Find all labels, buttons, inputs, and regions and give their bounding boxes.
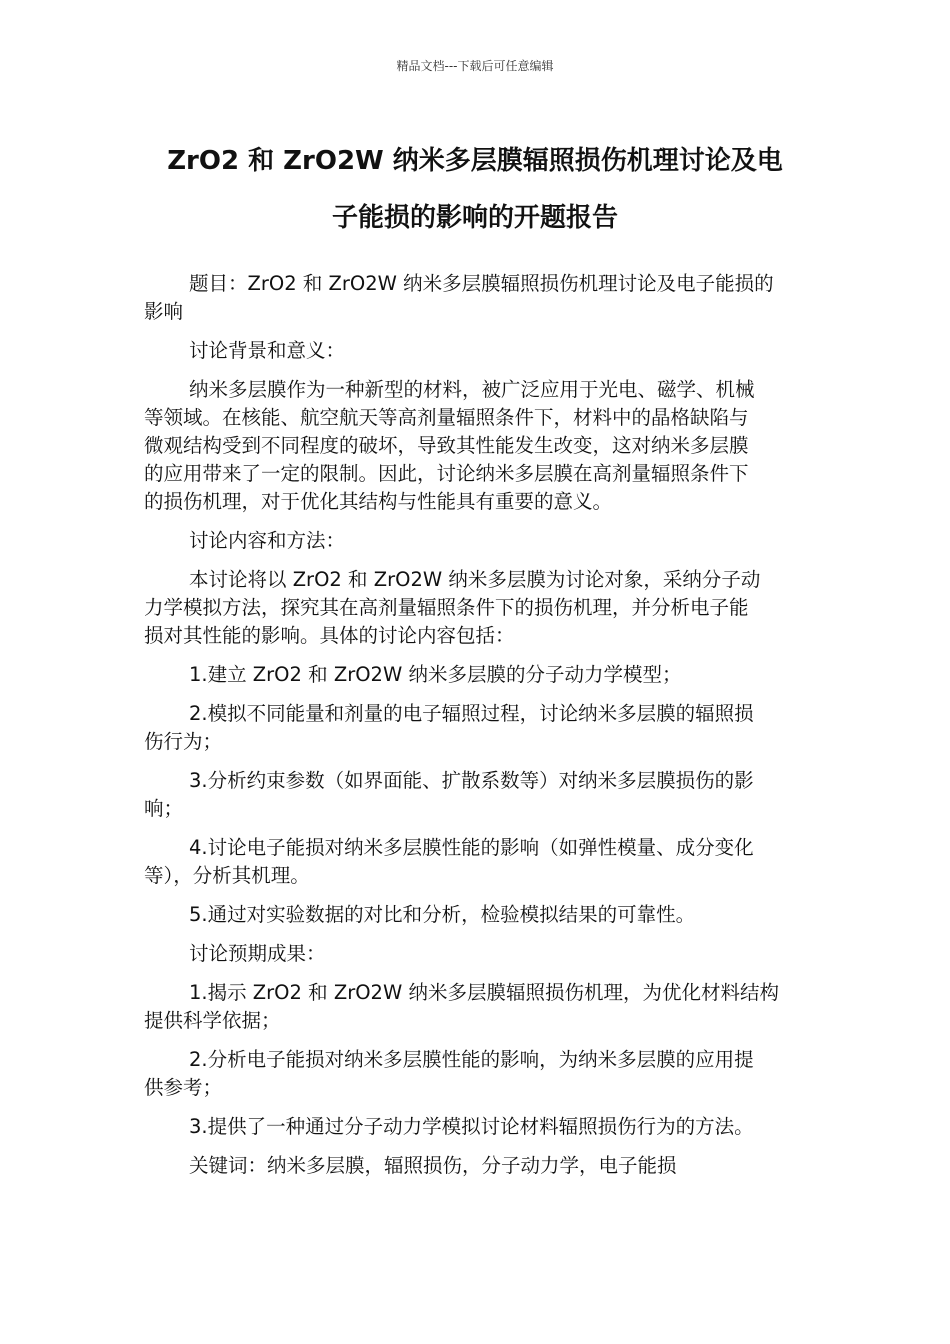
title-line: 子能损的影响的开题报告: [331, 203, 618, 233]
paragraph: [144, 1152, 808, 1180]
paragraph: [144, 527, 808, 555]
paragraph-line: 1.揭示 ZrO2 和 ZrO2W 纳米多层膜辐照损伤机理，为优化材料结构: [189, 981, 779, 1004]
paragraph-line: 讨论背景和意义：: [189, 339, 346, 362]
paragraph: [144, 661, 808, 689]
paragraph: [144, 767, 808, 823]
paragraph-line: 提供科学依据；: [144, 1009, 281, 1032]
paragraph-line: 2.分析电子能损对纳米多层膜性能的影响，为纳米多层膜的应用提: [189, 1048, 754, 1071]
paragraph: [144, 1113, 808, 1141]
paragraph-line: 3.提供了一种通过分子动力学模拟讨论材料辐照损伤行为的方法。: [189, 1115, 754, 1138]
paragraph: [144, 979, 808, 1035]
paragraph-line: 伤行为；: [144, 730, 223, 753]
paragraph-line: 1.建立 ZrO2 和 ZrO2W 纳米多层膜的分子动力学模型；: [189, 663, 682, 686]
paragraph: [144, 834, 808, 890]
paragraph: [144, 1046, 808, 1102]
paragraph-line: 等），分析其机理。: [144, 864, 310, 887]
paragraph-line: 的损伤机理，对于优化其结构与性能具有重要的意义。: [144, 490, 613, 513]
paragraph: [144, 270, 808, 326]
paragraph: [144, 940, 808, 968]
paragraph-line: 2.模拟不同能量和剂量的电子辐照过程，讨论纳米多层膜的辐照损: [189, 702, 754, 725]
paragraph-line: 3.分析约束参数（如界面能、扩散系数等）对纳米多层膜损伤的影: [189, 769, 754, 792]
paragraph: [144, 901, 808, 929]
title-line: ZrO2 和 ZrO2W 纳米多层膜辐照损伤机理讨论及电: [167, 146, 783, 176]
paragraph: [144, 376, 808, 516]
header-note: 精品文档---下载后可任意编辑: [396, 59, 554, 73]
paragraph-line: 等领域。在核能、航空航天等高剂量辐照条件下，材料中的晶格缺陷与: [144, 406, 749, 429]
paragraph: [144, 337, 808, 365]
document-title: [100, 133, 850, 247]
paragraph-line: 影响: [144, 300, 184, 323]
paragraph-line: 讨论预期成果：: [189, 942, 326, 965]
paragraph: [144, 700, 808, 756]
paragraph-line: 讨论内容和方法：: [189, 529, 346, 552]
paragraph-line: 力学模拟方法，探究其在高剂量辐照条件下的损伤机理，并分析电子能: [144, 596, 749, 619]
paragraph-line: 响；: [144, 797, 184, 820]
document-body: [144, 270, 808, 1191]
paragraph-line: 的应用带来了一定的限制。因此，讨论纳米多层膜在高剂量辐照条件下: [144, 462, 749, 485]
paragraph-line: 题目：ZrO2 和 ZrO2W 纳米多层膜辐照损伤机理讨论及电子能损的: [189, 272, 774, 295]
paragraph-line: 损对其性能的影响。具体的讨论内容包括：: [144, 624, 515, 647]
paragraph-line: 本讨论将以 ZrO2 和 ZrO2W 纳米多层膜为讨论对象，采纳分子动: [189, 568, 761, 591]
paragraph-line: 微观结构受到不同程度的破坏，导致其性能发生改变，这对纳米多层膜: [144, 434, 749, 457]
paragraph-line: 供参考；: [144, 1076, 223, 1099]
paragraph: [144, 566, 808, 650]
paragraph-line: 5.通过对实验数据的对比和分析，检验模拟结果的可靠性。: [189, 903, 696, 926]
paragraph-line: 4.讨论电子能损对纳米多层膜性能的影响（如弹性模量、成分变化: [189, 836, 754, 859]
paragraph-line: 关键词：纳米多层膜，辐照损伤，分子动力学，电子能损: [189, 1154, 677, 1177]
paragraph-line: 纳米多层膜作为一种新型的材料，被广泛应用于光电、磁学、机械: [189, 378, 755, 401]
